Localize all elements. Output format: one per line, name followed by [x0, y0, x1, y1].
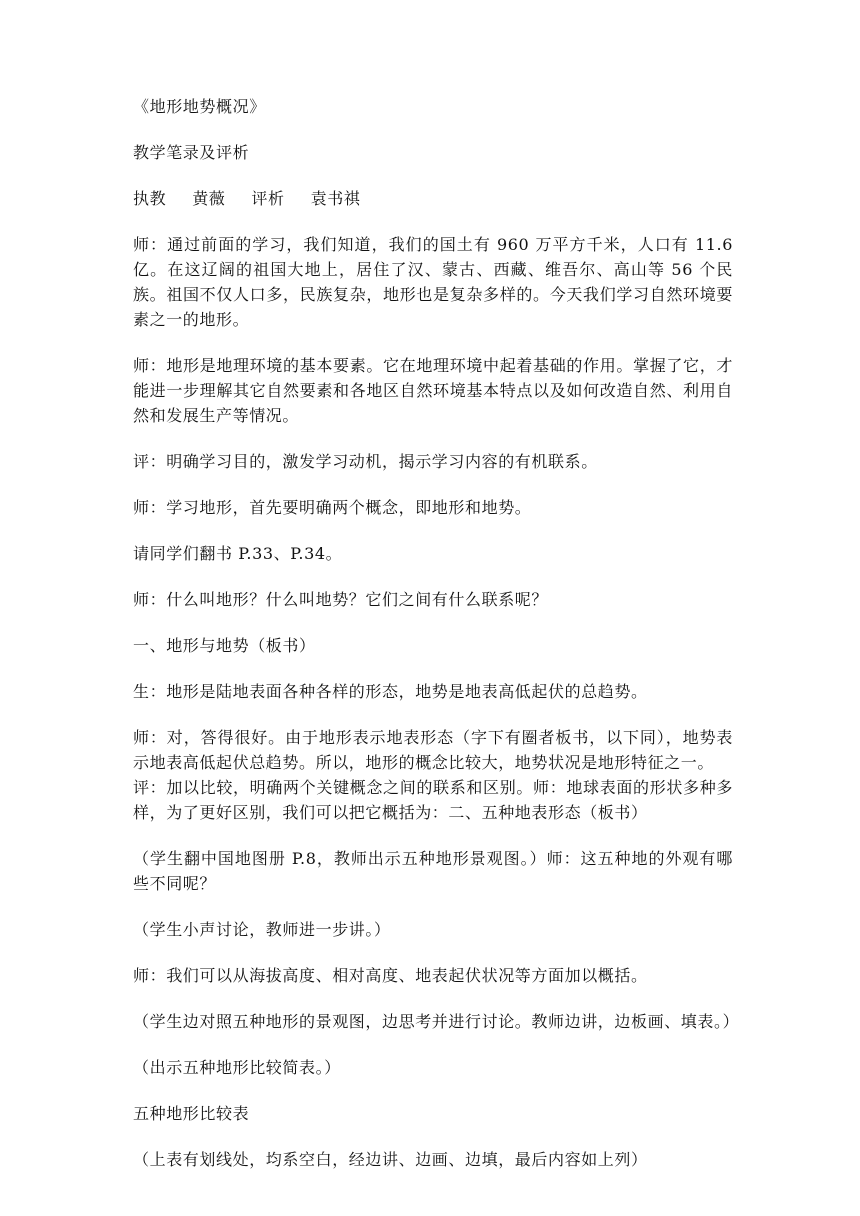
document-page [133, 94, 740, 1193]
paragraph: 生：地形是陆地表面各种各样的形态，地势是地表高低起伏的总趋势。 [133, 682, 648, 701]
document-title: 《地形地势概况》 [133, 97, 266, 116]
paragraph: 师：什么叫地形？什么叫地势？它们之间有什么联系呢？ [133, 590, 549, 609]
paragraph: （学生小声讨论，教师进一步讲。） [133, 920, 391, 939]
paragraph: 师：对，答得很好。由于地形表示地表形态（字下有圈者板书，以下同），地势表示地表高低起伏总趋势。所以，地形的概念比较大，地势状况是地形特征之一。 [133, 728, 733, 772]
paragraph: 师：学习地形，首先要明确两个概念，即地形和地势。 [133, 498, 532, 517]
paragraph: 师：我们可以从海拔高度、相对高度、地表起伏状况等方面加以概括。 [133, 966, 648, 985]
document-subtitle: 教学笔录及评析 [133, 143, 250, 162]
byline-teacher-name: 黄薇 [192, 189, 226, 208]
paragraph: 评：加以比较，明确两个关键概念之间的联系和区别。师：地球表面的形状多种多样，为了更好区别，我们可以把它概括为：二、五种地表形态（板书） [133, 778, 733, 822]
paragraph: （学生翻中国地图册 P.8，教师出示五种地形景观图。）师：这五种地的外观有哪些不同呢？ [133, 849, 733, 893]
paragraph: 请同学们翻书 P.33、P.34。 [133, 544, 343, 563]
paragraph: 师：地形是地理环境的基本要素。它在地理环境中起着基础的作用。掌握了它，才能进一步理解其它自然要素和各地区自然环境基本特点以及如何改造自然、利用自然和发展生产等情况。 [133, 356, 733, 425]
paragraph: （上表有划线处，均系空白，经边讲、边画、边填，最后内容如上列） [133, 1150, 648, 1169]
byline-reviewer-name: 袁书祺 [310, 189, 361, 208]
paragraph: 师：通过前面的学习，我们知道，我们的国土有 960 万平方千米，人口有 11.6 亿。在这辽阔的祖国大地上，居住了汉、蒙古、西藏、维吾尔、高山等 56 个民族。祖国不仅人口多，民族复杂，地形也是复杂多样的。今天我们学习自然环境要素之一的地形。 [133, 235, 733, 329]
paragraph: 评：明确学习目的，激发学习动机，揭示学习内容的有机联系。 [133, 452, 598, 471]
paragraph: （出示五种地形比较简表。） [133, 1058, 341, 1077]
section-heading: 一、地形与地势（板书） [133, 636, 316, 655]
byline [133, 186, 733, 211]
byline-role-teacher: 执教 [133, 189, 167, 208]
byline-role-reviewer: 评析 [251, 189, 285, 208]
table-caption: 五种地形比较表 [133, 1104, 250, 1123]
paragraph: （学生边对照五种地形的景观图，边思考并进行讨论。教师边讲，边板画、填表。） [133, 1012, 740, 1031]
